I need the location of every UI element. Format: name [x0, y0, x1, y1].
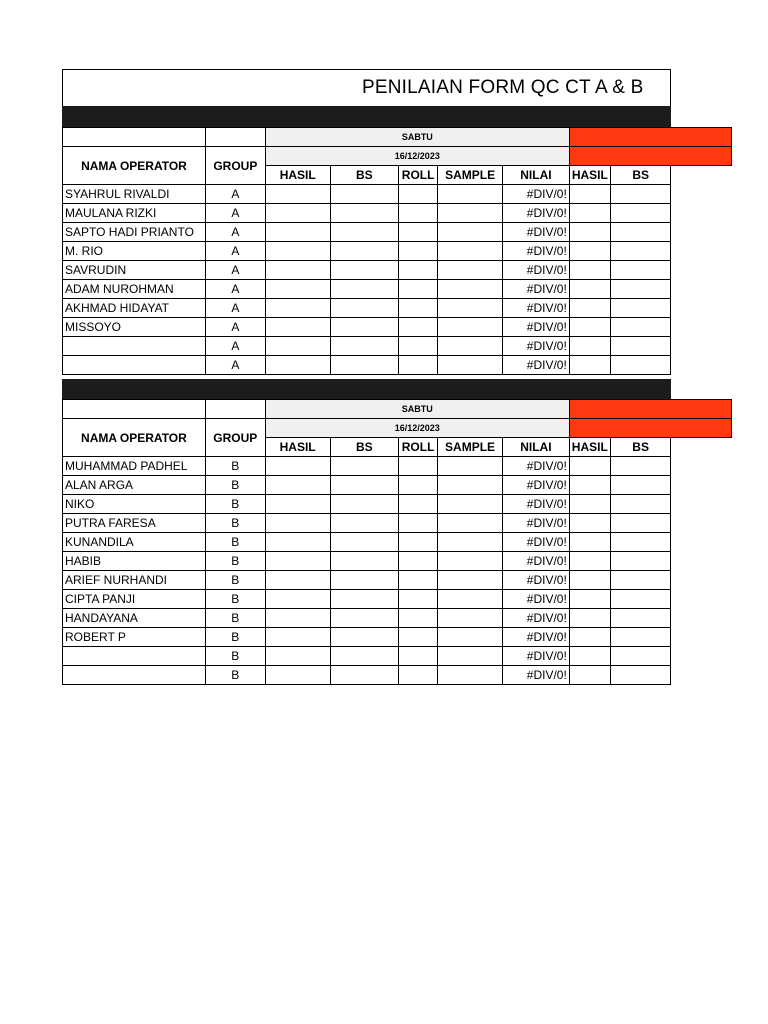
bs-cell-2[interactable]	[610, 356, 671, 375]
group-cell[interactable]: B	[205, 457, 265, 476]
table-row	[63, 457, 732, 476]
group-cell[interactable]: A	[205, 261, 265, 280]
bs-cell[interactable]	[330, 533, 399, 552]
section-a-rows	[63, 185, 732, 375]
highlight-red-cell	[569, 400, 731, 419]
group-header: GROUP	[205, 147, 265, 185]
hasil-cell[interactable]	[265, 514, 330, 533]
empty-cell	[671, 299, 732, 318]
hasil-header: HASIL	[265, 438, 330, 457]
empty-cell	[671, 552, 732, 571]
operator-name-cell[interactable]: ALAN ARGA	[63, 476, 206, 495]
bs-cell[interactable]	[330, 457, 399, 476]
operator-name-cell[interactable]: CIPTA PANJI	[63, 590, 206, 609]
section-a-header	[63, 128, 732, 185]
table-row	[63, 666, 732, 685]
sample-cell[interactable]	[438, 552, 503, 571]
page-title: PENILAIAN FORM QC CT A & B	[362, 77, 644, 98]
hasil-cell-2[interactable]	[569, 495, 610, 514]
table-row	[63, 204, 732, 223]
sample-cell[interactable]	[438, 571, 503, 590]
nilai-cell[interactable]: #DIV/0!	[503, 552, 570, 571]
bs-cell[interactable]	[330, 514, 399, 533]
empty-cell	[671, 628, 732, 647]
day-header: SABTU	[265, 128, 569, 147]
empty-cell	[671, 185, 732, 204]
hasil-cell-2[interactable]	[569, 223, 610, 242]
group-cell[interactable]: A	[205, 318, 265, 337]
hasil-cell-2[interactable]	[569, 337, 610, 356]
hasil-cell[interactable]	[265, 242, 330, 261]
sample-cell[interactable]	[438, 242, 503, 261]
bs-cell-2[interactable]	[610, 299, 671, 318]
sample-cell[interactable]	[438, 666, 503, 685]
hasil-cell[interactable]	[265, 571, 330, 590]
sample-cell[interactable]	[438, 647, 503, 666]
hasil-cell-2[interactable]	[569, 280, 610, 299]
nilai-cell[interactable]: #DIV/0!	[503, 647, 570, 666]
table-row	[63, 552, 732, 571]
operator-name-cell[interactable]: NIKO	[63, 495, 206, 514]
bs-cell-2[interactable]	[610, 647, 671, 666]
bs-cell[interactable]	[330, 647, 399, 666]
roll-cell[interactable]	[399, 495, 438, 514]
operator-name-cell[interactable]: PUTRA FARESA	[63, 514, 206, 533]
table-row	[63, 356, 732, 375]
sample-cell[interactable]	[438, 457, 503, 476]
operator-name-cell[interactable]: MAULANA RIZKI	[63, 204, 206, 223]
group-cell[interactable]: A	[205, 280, 265, 299]
header-spacer-cell	[205, 128, 265, 147]
roll-cell[interactable]	[399, 590, 438, 609]
roll-cell[interactable]	[399, 318, 438, 337]
nilai-cell[interactable]: #DIV/0!	[503, 185, 570, 204]
operator-name-cell[interactable]: SYAHRUL RIVALDI	[63, 185, 206, 204]
sample-cell[interactable]	[438, 590, 503, 609]
nilai-cell[interactable]: #DIV/0!	[503, 609, 570, 628]
bs-cell-2[interactable]	[610, 628, 671, 647]
bs-cell-2[interactable]	[610, 590, 671, 609]
operator-name-cell[interactable]: ROBERT P	[63, 628, 206, 647]
operator-name-cell[interactable]	[63, 666, 206, 685]
roll-cell[interactable]	[399, 261, 438, 280]
bs-cell-2[interactable]	[610, 337, 671, 356]
hasil-header: HASIL	[265, 166, 330, 185]
bs-cell[interactable]	[330, 223, 399, 242]
sample-cell[interactable]	[438, 337, 503, 356]
bs-cell-2[interactable]	[610, 204, 671, 223]
roll-cell[interactable]	[399, 223, 438, 242]
bs-cell-2[interactable]	[610, 609, 671, 628]
operator-name-cell[interactable]: MISSOYO	[63, 318, 206, 337]
hasil-cell[interactable]	[265, 666, 330, 685]
highlight-red-cell	[569, 419, 731, 438]
hasil-header-2: HASIL	[569, 438, 610, 457]
operator-name-header: NAMA OPERATOR	[63, 147, 206, 185]
empty-cell	[671, 647, 732, 666]
operator-name-cell[interactable]	[63, 356, 206, 375]
sample-cell[interactable]	[438, 299, 503, 318]
roll-cell[interactable]	[399, 185, 438, 204]
hasil-cell[interactable]	[265, 609, 330, 628]
operator-name-cell[interactable]: ADAM NUROHMAN	[63, 280, 206, 299]
hasil-cell-2[interactable]	[569, 590, 610, 609]
bs-cell[interactable]	[330, 609, 399, 628]
hasil-cell-2[interactable]	[569, 242, 610, 261]
roll-cell[interactable]	[399, 571, 438, 590]
table-row	[63, 223, 732, 242]
nilai-header: NILAI	[503, 166, 570, 185]
title-row	[62, 69, 671, 106]
hasil-cell[interactable]	[265, 299, 330, 318]
nilai-cell[interactable]: #DIV/0!	[503, 571, 570, 590]
empty-cell	[671, 476, 732, 495]
empty-cell	[671, 337, 732, 356]
group-cell[interactable]: B	[205, 647, 265, 666]
empty-cell	[671, 356, 732, 375]
sample-cell[interactable]	[438, 628, 503, 647]
table-row	[63, 609, 732, 628]
hasil-cell-2[interactable]	[569, 609, 610, 628]
bs-cell[interactable]	[330, 337, 399, 356]
hasil-cell-2[interactable]	[569, 514, 610, 533]
operator-name-cell[interactable]: M. RIO	[63, 242, 206, 261]
table-row	[63, 242, 732, 261]
hasil-cell-2[interactable]	[569, 647, 610, 666]
bs-cell[interactable]	[330, 318, 399, 337]
nilai-cell[interactable]: #DIV/0!	[503, 318, 570, 337]
sample-header: SAMPLE	[438, 166, 503, 185]
group-cell[interactable]: A	[205, 242, 265, 261]
bs-cell[interactable]	[330, 495, 399, 514]
hasil-cell[interactable]	[265, 476, 330, 495]
hasil-cell-2[interactable]	[569, 552, 610, 571]
bs-cell-2[interactable]	[610, 223, 671, 242]
group-cell[interactable]: B	[205, 533, 265, 552]
roll-cell[interactable]	[399, 457, 438, 476]
operator-name-cell[interactable]: HABIB	[63, 552, 206, 571]
hasil-cell[interactable]	[265, 590, 330, 609]
empty-cell	[671, 204, 732, 223]
bs-cell-2[interactable]	[610, 457, 671, 476]
group-cell[interactable]: B	[205, 571, 265, 590]
bs-cell-2[interactable]	[610, 318, 671, 337]
bs-cell[interactable]	[330, 628, 399, 647]
bs-cell-2[interactable]	[610, 185, 671, 204]
table-row	[63, 299, 732, 318]
hasil-cell-2[interactable]	[569, 299, 610, 318]
group-cell[interactable]: A	[205, 204, 265, 223]
hasil-cell-2[interactable]	[569, 666, 610, 685]
nilai-cell[interactable]: #DIV/0!	[503, 590, 570, 609]
group-cell[interactable]: B	[205, 609, 265, 628]
sample-cell[interactable]	[438, 204, 503, 223]
roll-cell[interactable]	[399, 533, 438, 552]
hasil-cell-2[interactable]	[569, 457, 610, 476]
hasil-cell[interactable]	[265, 204, 330, 223]
table-row	[63, 514, 732, 533]
roll-cell[interactable]	[399, 514, 438, 533]
nilai-cell[interactable]: #DIV/0!	[503, 223, 570, 242]
section-b-header	[63, 400, 732, 457]
operator-name-cell[interactable]: AKHMAD HIDAYAT	[63, 299, 206, 318]
roll-cell[interactable]	[399, 609, 438, 628]
operator-name-cell[interactable]: ARIEF NURHANDI	[63, 571, 206, 590]
bs-cell[interactable]	[330, 590, 399, 609]
sample-cell[interactable]	[438, 223, 503, 242]
hasil-cell[interactable]	[265, 223, 330, 242]
roll-cell[interactable]	[399, 476, 438, 495]
nilai-cell[interactable]: #DIV/0!	[503, 476, 570, 495]
group-cell[interactable]: A	[205, 223, 265, 242]
bs-cell-2[interactable]	[610, 495, 671, 514]
group-cell[interactable]: B	[205, 628, 265, 647]
sample-cell[interactable]	[438, 533, 503, 552]
hasil-cell-2[interactable]	[569, 356, 610, 375]
group-cell[interactable]: B	[205, 495, 265, 514]
operator-name-cell[interactable]: MUHAMMAD PADHEL	[63, 457, 206, 476]
hasil-cell[interactable]	[265, 495, 330, 514]
empty-cell	[671, 590, 732, 609]
group-cell[interactable]: A	[205, 299, 265, 318]
empty-cell	[671, 495, 732, 514]
hasil-cell-2[interactable]	[569, 204, 610, 223]
nilai-cell[interactable]: #DIV/0!	[503, 356, 570, 375]
section-a-table	[62, 127, 732, 375]
nilai-cell[interactable]: #DIV/0!	[503, 337, 570, 356]
table-row	[63, 647, 732, 666]
bs-cell[interactable]	[330, 552, 399, 571]
table-row	[63, 261, 732, 280]
sample-cell[interactable]	[438, 280, 503, 299]
hasil-header-2: HASIL	[569, 166, 610, 185]
bs-cell-2[interactable]	[610, 261, 671, 280]
bs-cell[interactable]	[330, 666, 399, 685]
group-cell[interactable]: B	[205, 552, 265, 571]
table-row	[63, 571, 732, 590]
nilai-cell[interactable]: #DIV/0!	[503, 533, 570, 552]
hasil-cell-2[interactable]	[569, 185, 610, 204]
bs-header-2: BS	[610, 166, 671, 185]
group-cell[interactable]: B	[205, 590, 265, 609]
hasil-cell[interactable]	[265, 337, 330, 356]
bs-cell[interactable]	[330, 476, 399, 495]
nilai-cell[interactable]: #DIV/0!	[503, 495, 570, 514]
sample-cell[interactable]	[438, 318, 503, 337]
empty-cell	[671, 242, 732, 261]
empty-cell	[671, 571, 732, 590]
table-row	[63, 337, 732, 356]
bs-cell[interactable]	[330, 261, 399, 280]
roll-header: ROLL	[399, 438, 438, 457]
table-row	[63, 495, 732, 514]
sample-header: SAMPLE	[438, 438, 503, 457]
table-row	[63, 628, 732, 647]
sample-cell[interactable]	[438, 609, 503, 628]
bs-cell[interactable]	[330, 185, 399, 204]
operator-name-cell[interactable]: SAPTO HADI PRIANTO	[63, 223, 206, 242]
table-row	[63, 533, 732, 552]
bs-cell[interactable]	[330, 356, 399, 375]
hasil-cell[interactable]	[265, 628, 330, 647]
roll-cell[interactable]	[399, 628, 438, 647]
group-cell[interactable]: A	[205, 356, 265, 375]
bs-cell-2[interactable]	[610, 476, 671, 495]
group-cell[interactable]: A	[205, 185, 265, 204]
hasil-cell-2[interactable]	[569, 476, 610, 495]
nilai-cell[interactable]: #DIV/0!	[503, 280, 570, 299]
empty-cell	[671, 318, 732, 337]
date-header: 16/12/2023	[265, 147, 569, 166]
nilai-cell[interactable]: #DIV/0!	[503, 242, 570, 261]
operator-name-cell[interactable]: HANDAYANA	[63, 609, 206, 628]
hasil-cell[interactable]	[265, 533, 330, 552]
header-spacer-cell	[63, 400, 206, 419]
bs-cell-2[interactable]	[610, 533, 671, 552]
roll-cell[interactable]	[399, 356, 438, 375]
sample-cell[interactable]	[438, 185, 503, 204]
bs-cell[interactable]	[330, 280, 399, 299]
hasil-cell[interactable]	[265, 647, 330, 666]
highlight-red-cell	[569, 128, 731, 147]
nilai-cell[interactable]: #DIV/0!	[503, 457, 570, 476]
bs-cell-2[interactable]	[610, 280, 671, 299]
group-header: GROUP	[205, 419, 265, 457]
bs-header: BS	[330, 166, 399, 185]
hasil-cell[interactable]	[265, 356, 330, 375]
sample-cell[interactable]	[438, 514, 503, 533]
empty-cell	[671, 457, 732, 476]
highlight-red-cell	[569, 147, 731, 166]
roll-cell[interactable]	[399, 299, 438, 318]
table-row	[63, 185, 732, 204]
sample-cell[interactable]	[438, 356, 503, 375]
bs-cell[interactable]	[330, 299, 399, 318]
empty-cell	[671, 666, 732, 685]
bs-cell-2[interactable]	[610, 514, 671, 533]
operator-name-cell[interactable]: SAVRUDIN	[63, 261, 206, 280]
bs-cell-2[interactable]	[610, 552, 671, 571]
nilai-cell[interactable]: #DIV/0!	[503, 261, 570, 280]
header-spacer-cell	[63, 128, 206, 147]
bs-cell-2[interactable]	[610, 242, 671, 261]
roll-cell[interactable]	[399, 204, 438, 223]
group-cell[interactable]: B	[205, 514, 265, 533]
table-row	[63, 318, 732, 337]
hasil-cell[interactable]	[265, 280, 330, 299]
table-row	[63, 476, 732, 495]
nilai-cell[interactable]: #DIV/0!	[503, 204, 570, 223]
empty-cell	[671, 533, 732, 552]
table-row	[63, 590, 732, 609]
table-row	[63, 280, 732, 299]
empty-cell	[671, 514, 732, 533]
roll-cell[interactable]	[399, 337, 438, 356]
hasil-cell[interactable]	[265, 261, 330, 280]
sample-cell[interactable]	[438, 495, 503, 514]
hasil-cell[interactable]	[265, 185, 330, 204]
roll-cell[interactable]	[399, 242, 438, 261]
nilai-header: NILAI	[503, 438, 570, 457]
bs-cell[interactable]	[330, 242, 399, 261]
hasil-cell-2[interactable]	[569, 571, 610, 590]
section-b-band	[62, 379, 671, 400]
empty-cell	[671, 280, 732, 299]
empty-cell	[671, 166, 732, 185]
bs-header: BS	[330, 438, 399, 457]
bs-header-2: BS	[610, 438, 671, 457]
sample-cell[interactable]	[438, 261, 503, 280]
roll-header: ROLL	[399, 166, 438, 185]
nilai-cell[interactable]: #DIV/0!	[503, 628, 570, 647]
empty-cell	[671, 609, 732, 628]
group-cell[interactable]: B	[205, 666, 265, 685]
roll-cell[interactable]	[399, 280, 438, 299]
section-b-table	[62, 399, 732, 685]
day-header: SABTU	[265, 400, 569, 419]
bs-cell-2[interactable]	[610, 666, 671, 685]
bs-cell[interactable]	[330, 571, 399, 590]
header-spacer-cell	[205, 400, 265, 419]
group-cell[interactable]: B	[205, 476, 265, 495]
section-a-band	[62, 106, 671, 127]
roll-cell[interactable]	[399, 666, 438, 685]
empty-cell	[671, 261, 732, 280]
bs-cell-2[interactable]	[610, 571, 671, 590]
hasil-cell[interactable]	[265, 318, 330, 337]
empty-cell	[671, 438, 732, 457]
date-header: 16/12/2023	[265, 419, 569, 438]
nilai-cell[interactable]: #DIV/0!	[503, 514, 570, 533]
hasil-cell[interactable]	[265, 457, 330, 476]
hasil-cell-2[interactable]	[569, 318, 610, 337]
group-cell[interactable]: A	[205, 337, 265, 356]
roll-cell[interactable]	[399, 552, 438, 571]
bs-cell[interactable]	[330, 204, 399, 223]
sample-cell[interactable]	[438, 476, 503, 495]
nilai-cell[interactable]: #DIV/0!	[503, 299, 570, 318]
operator-name-header: NAMA OPERATOR	[63, 419, 206, 457]
hasil-cell-2[interactable]	[569, 628, 610, 647]
hasil-cell-2[interactable]	[569, 261, 610, 280]
roll-cell[interactable]	[399, 647, 438, 666]
empty-cell	[671, 223, 732, 242]
hasil-cell-2[interactable]	[569, 533, 610, 552]
operator-name-cell[interactable]	[63, 337, 206, 356]
operator-name-cell[interactable]	[63, 647, 206, 666]
operator-name-cell[interactable]: KUNANDILA	[63, 533, 206, 552]
section-b-rows	[63, 457, 732, 685]
hasil-cell[interactable]	[265, 552, 330, 571]
nilai-cell[interactable]: #DIV/0!	[503, 666, 570, 685]
